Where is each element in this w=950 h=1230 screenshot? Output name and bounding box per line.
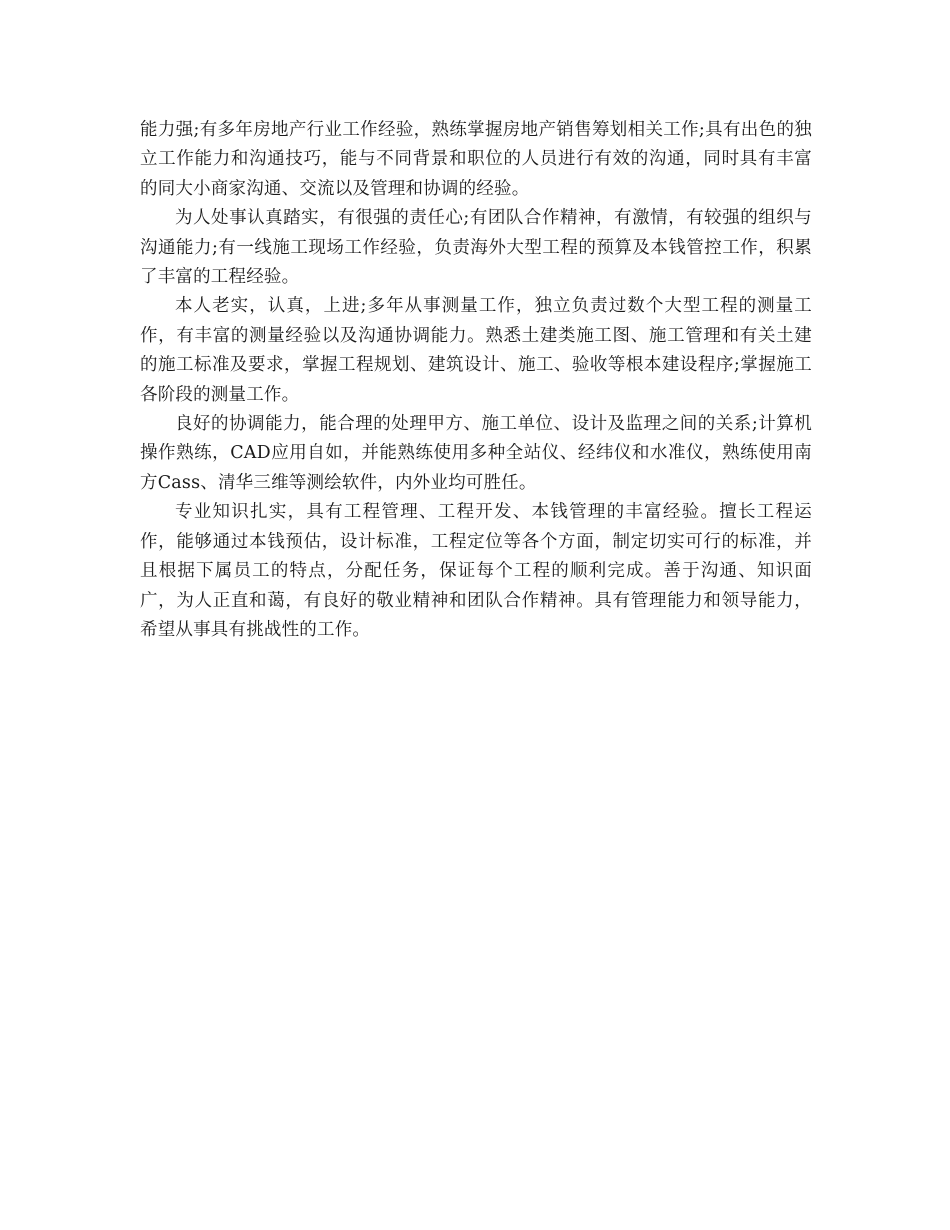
paragraph-4: 良好的协调能力，能合理的处理甲方、施工单位、设计及监理之间的关系;计算机操作熟练，CAD应用自如，并能熟练使用多种全站仪、经纬仪和水准仪，熟练使用南方Cass、清华三维等测绘软件，内外业均可胜任。	[140, 414, 812, 493]
document-body	[140, 116, 812, 645]
paragraph-5: 专业知识扎实，具有工程管理、工程开发、本钱管理的丰富经验。擅长工程运作，能够通过本钱预估，设计标准，工程定位等各个方面，制定切实可行的标准，并且根据下属员工的特点，分配任务，保证每个工程的顺利完成。善于沟通、知识面广，为人正直和蔼，有良好的敬业精神和团队合作精神。具有管理能力和领导能力，希望从事具有挑战性的工作。	[140, 502, 812, 640]
paragraph-1: 能力强;有多年房地产行业工作经验，熟练掌握房地产销售筹划相关工作;具有出色的独立工作能力和沟通技巧，能与不同背景和职位的人员进行有效的沟通，同时具有丰富的同大小商家沟通、交流以及管理和协调的经验。	[140, 120, 812, 199]
paragraph-2: 为人处事认真踏实，有很强的责任心;有团队合作精神，有激情，有较强的组织与沟通能力;有一线施工现场工作经验，负责海外大型工程的预算及本钱管控工作，积累了丰富的工程经验。	[140, 208, 812, 288]
paragraph-3: 本人老实，认真，上进;多年从事测量工作，独立负责过数个大型工程的测量工作，有丰富的测量经验以及沟通协调能力。熟悉土建类施工图、施工管理和有关土建的施工标准及要求，掌握工程规划、建筑设计、施工、验收等根本建设程序;掌握施工各阶段的测量工作。	[140, 296, 812, 405]
